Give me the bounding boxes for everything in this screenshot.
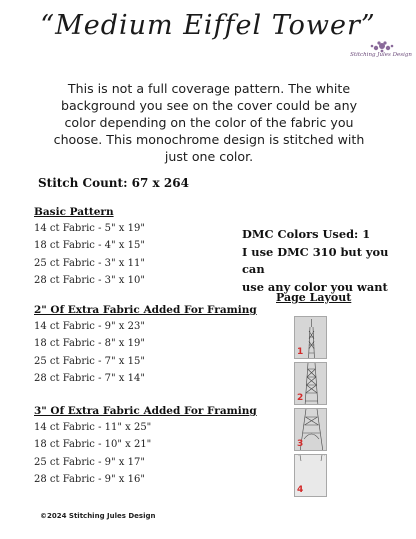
intro-paragraph: This is not a full coverage pattern. The white background you see on the cover could be any color depending on the color of the fabric you choose. This monochrome design is stitched with just one color. — [53, 81, 365, 164]
page-layout-heading: Page Layout — [276, 291, 352, 304]
dmc-colors-count: DMC Colors Used: 1 — [242, 227, 371, 241]
dmc-colors-info — [242, 226, 412, 296]
section-heading: Basic Pattern — [34, 206, 114, 218]
page-thumbnail-3 — [294, 408, 327, 451]
copyright-notice: ©2024 Stitching Jules Design — [40, 512, 156, 520]
fabric-size-list — [34, 220, 145, 289]
section-heading: 3" Of Extra Fabric Added For Framing — [34, 405, 257, 417]
stitch-count: Stitch Count: 67 x 264 — [38, 176, 189, 190]
list-item: 25 ct Fabric - 7" x 15" — [34, 355, 145, 367]
list-item: 18 ct Fabric - 8" x 19" — [34, 338, 145, 350]
dmc-note-line: I use DMC 310 but you can — [242, 244, 389, 276]
dmc-note-line: use any color you want — [242, 279, 388, 294]
page-number: 2 — [297, 393, 304, 403]
page-thumbnail-4 — [294, 454, 327, 497]
extra-3in-section — [34, 404, 257, 488]
page-thumbnail-2 — [294, 362, 327, 405]
page-title: “Medium Eiffel Tower” — [40, 10, 376, 41]
list-item: 14 ct Fabric - 9" x 23" — [34, 321, 145, 332]
basic-pattern-section — [34, 205, 145, 289]
list-item: 28 ct Fabric - 9" x 16" — [34, 473, 145, 485]
list-item: 14 ct Fabric - 11" x 25" — [34, 422, 152, 433]
page-number: 1 — [297, 347, 304, 357]
list-item: 25 ct Fabric - 3" x 11" — [34, 257, 145, 269]
page-number: 4 — [297, 485, 304, 495]
list-item: 18 ct Fabric - 4" x 15" — [34, 240, 145, 252]
list-item: 25 ct Fabric - 9" x 17" — [34, 456, 145, 468]
list-item: 28 ct Fabric - 3" x 10" — [34, 274, 145, 286]
fabric-size-list — [34, 318, 257, 387]
page-thumbnail-1 — [294, 316, 327, 359]
list-item: 28 ct Fabric - 7" x 14" — [34, 372, 145, 384]
fabric-size-list — [34, 419, 257, 488]
list-item: 18 ct Fabric - 10" x 21" — [34, 439, 152, 451]
page-number: 3 — [297, 439, 304, 449]
section-heading: 2" Of Extra Fabric Added For Framing — [34, 304, 257, 316]
logo-brand-text: Stitching Jules Design — [350, 52, 412, 58]
extra-2in-section — [34, 303, 257, 387]
list-item: 14 ct Fabric - 5" x 19" — [34, 223, 145, 234]
